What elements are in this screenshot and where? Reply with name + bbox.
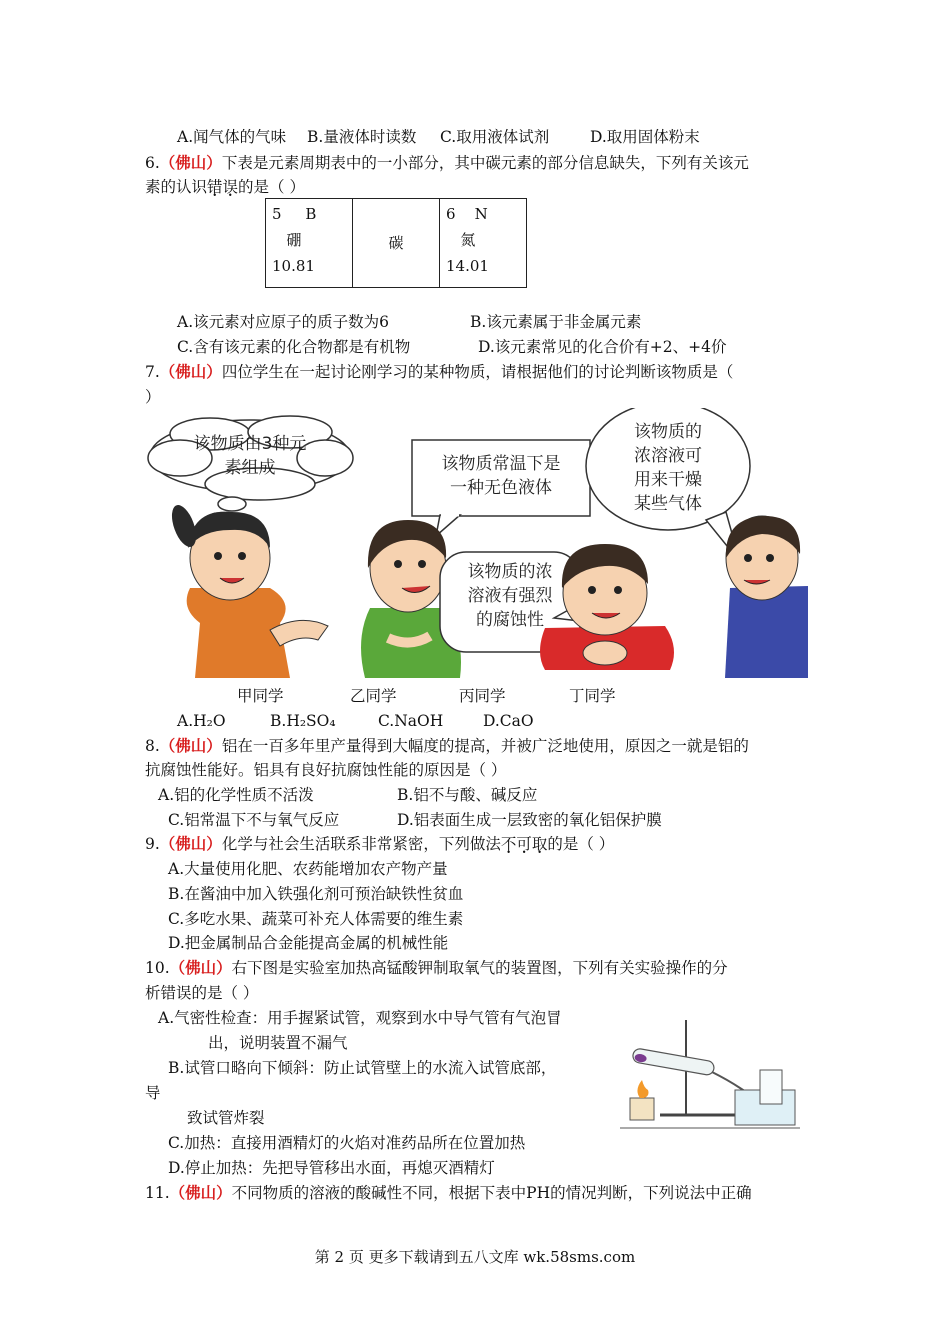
page-footer: 第 2 页 更多下载请到五八文库 wk.58sms.com xyxy=(314,1248,636,1266)
q11-text1: 不同物质的溶液的酸碱性不同，根据下表中PH的情况判断，下列说法中正确 xyxy=(231,1184,752,1202)
bubble-yi-line1: 该物质常温下是 xyxy=(441,454,561,474)
student-ding xyxy=(725,516,808,678)
q9-text-a: 化学与社会生活联系非常紧密，下列做法 xyxy=(221,835,501,853)
element-cell-carbon xyxy=(353,199,440,288)
bubble-text-yi xyxy=(412,452,590,500)
q10-line-d: D.停止加热：先把导管移出水面，再熄灭酒精灯 xyxy=(168,1159,495,1177)
q9-option-b: B.在酱油中加入铁强化剂可预治缺铁性贫血 xyxy=(168,885,464,903)
bubble-text-jia xyxy=(170,432,330,480)
q7-option-d: D.CaO xyxy=(483,712,534,730)
student-label-ding: 丁同学 xyxy=(569,687,616,705)
boron-number: 5 xyxy=(272,205,282,223)
q7-option-c: C.NaOH xyxy=(378,712,444,730)
q10-line-c: C.加热：直接用酒精灯的火焰对准药品所在位置加热 xyxy=(168,1134,526,1152)
q5-option-b: B.量液体时读数 xyxy=(307,128,417,146)
student-label-jia: 甲同学 xyxy=(237,687,284,705)
q9-option-a: A.大量使用化肥、农药能增加农产物产量 xyxy=(168,860,448,878)
q9-stem xyxy=(145,833,614,855)
boron-mass: 10.81 xyxy=(272,257,315,275)
q5-option-d: D.取用固体粉末 xyxy=(590,128,700,146)
q10-line-b2: 导 xyxy=(145,1084,161,1102)
element-cell-nitrogen xyxy=(440,199,527,288)
q6-option-b: B.该元素属于非金属元素 xyxy=(470,313,642,331)
q7-source: （佛山） xyxy=(159,362,222,381)
nitrogen-mass: 14.01 xyxy=(446,257,489,275)
q6-option-a: A.该元素对应原子的质子数为6 xyxy=(177,313,389,331)
q8-option-b: B.铝不与酸、碱反应 xyxy=(397,786,538,804)
q6-stem-line2 xyxy=(145,176,305,198)
q9-source: （佛山） xyxy=(159,834,222,853)
q10-stem-line2: 析错误的是（ ） xyxy=(145,984,259,1002)
q10-line-a1: A.气密性检查：用手握紧试管，观察到水中导气管有气泡冒 xyxy=(158,1009,562,1027)
q11-source: （佛山） xyxy=(169,1183,232,1202)
bubble-ding-line4: 某些气体 xyxy=(634,494,702,514)
bubble-ding-line2: 浓溶液可 xyxy=(634,446,702,466)
oxygen-apparatus-figure xyxy=(620,1010,800,1130)
q11-stem-line1 xyxy=(145,1182,752,1204)
q8-option-d: D.铝表面生成一层致密的氧化铝保护膜 xyxy=(397,811,662,829)
periodic-table-fragment xyxy=(265,198,527,288)
q7-option-a: A.H₂O xyxy=(177,712,226,730)
q7-stem-line1 xyxy=(145,361,733,383)
q8-source: （佛山） xyxy=(159,736,222,755)
bubble-jia-line2: 素组成 xyxy=(224,458,276,478)
q7-text1: 四位学生在一起讨论刚学习的某种物质，请根据他们的讨论判断该物质是（ xyxy=(221,363,734,381)
bubble-yi-line2: 一种无色液体 xyxy=(450,478,552,498)
discussion-illustration xyxy=(140,408,808,678)
bubble-ding-line1: 该物质的 xyxy=(634,422,702,442)
q6-text1: 下表是元素周期表中的一小部分，其中碳元素的部分信息缺失，下列有关该元 xyxy=(221,154,749,172)
q7-stem-line2: ） xyxy=(145,388,161,406)
q5-option-c: C.取用液体试剂 xyxy=(440,128,550,146)
q6-emph-2: 误 xyxy=(222,178,239,196)
nitrogen-symbol: N xyxy=(474,205,488,223)
q5-option-a: A.闻气体的气味 xyxy=(177,128,287,146)
q9-emph-2: 可 xyxy=(516,835,532,853)
q8-stem-line2: 抗腐蚀性能好。铝具有良好抗腐蚀性能的原因是（ ） xyxy=(145,761,507,779)
q6-option-c: C.含有该元素的化合物都是有机物 xyxy=(177,338,411,356)
q10-stem-line1 xyxy=(145,957,728,979)
bubble-bing-line2: 溶液有强烈 xyxy=(467,586,553,606)
bubble-ding-line3: 用来干燥 xyxy=(634,470,702,490)
q10-line-a2: 出，说明装置不漏气 xyxy=(208,1034,348,1052)
q7-number: 7. xyxy=(145,363,160,381)
q8-text1: 铝在一百多年里产量得到大幅度的提高，并被广泛地使用，原因之一就是铝的 xyxy=(221,737,749,755)
q11-number: 11. xyxy=(145,1184,170,1202)
q10-line-b1: B.试管口略向下倾斜：防止试管壁上的水流入试管底部， xyxy=(168,1059,557,1077)
boron-name: 硼 xyxy=(286,231,302,249)
bubble-bing-line1: 该物质的浓 xyxy=(467,562,553,582)
bubble-bing-line3: 的腐蚀性 xyxy=(476,610,544,630)
q10-line-b3: 致试管炸裂 xyxy=(187,1109,265,1127)
nitrogen-name: 氮 xyxy=(460,231,476,249)
q10-text1: 右下图是实验室加热高锰酸钾制取氧气的装置图，下列有关实验操作的分 xyxy=(231,959,728,977)
q9-text-b: 的是（ ） xyxy=(547,835,615,853)
q10-number: 10. xyxy=(145,959,170,977)
q9-option-d: D.把金属制品合金能提高金属的机械性能 xyxy=(168,934,449,952)
bubble-jia-line1: 该物质由3种元 xyxy=(193,434,307,454)
q7-option-b: B.H₂SO₄ xyxy=(270,712,336,730)
q6-source: （佛山） xyxy=(159,153,222,172)
student-jia xyxy=(167,502,328,678)
q10-source: （佛山） xyxy=(169,958,232,977)
bubble-text-bing xyxy=(440,560,580,632)
q8-number: 8. xyxy=(145,737,160,755)
q6-emph-1: 错 xyxy=(207,178,223,196)
q8-option-c: C.铝常温下不与氧气反应 xyxy=(168,811,340,829)
nitrogen-number: 6 xyxy=(446,205,456,223)
q6-option-d: D.该元素常见的化合价有+2、+4价 xyxy=(478,338,727,356)
q6-stem-line1 xyxy=(145,152,749,174)
q9-option-c: C.多吃水果、蔬菜可补充人体需要的维生素 xyxy=(168,910,464,928)
student-label-yi: 乙同学 xyxy=(350,687,397,705)
q9-number: 9. xyxy=(145,835,160,853)
student-label-bing: 丙同学 xyxy=(459,687,506,705)
boron-symbol: B xyxy=(305,205,317,223)
element-cell-boron xyxy=(266,199,353,288)
q9-emph-1: 不 xyxy=(500,835,517,853)
bubble-text-ding xyxy=(610,420,726,516)
q8-stem-line1 xyxy=(145,735,749,757)
q6-number: 6. xyxy=(145,154,160,172)
carbon-name: 碳 xyxy=(388,234,404,252)
q9-emph-3: 取 xyxy=(531,835,548,853)
q6-text2b: 的是（ ） xyxy=(238,178,305,196)
q8-option-a: A.铝的化学性质不活泼 xyxy=(158,786,314,804)
q6-text2a: 素的认识 xyxy=(145,178,208,196)
